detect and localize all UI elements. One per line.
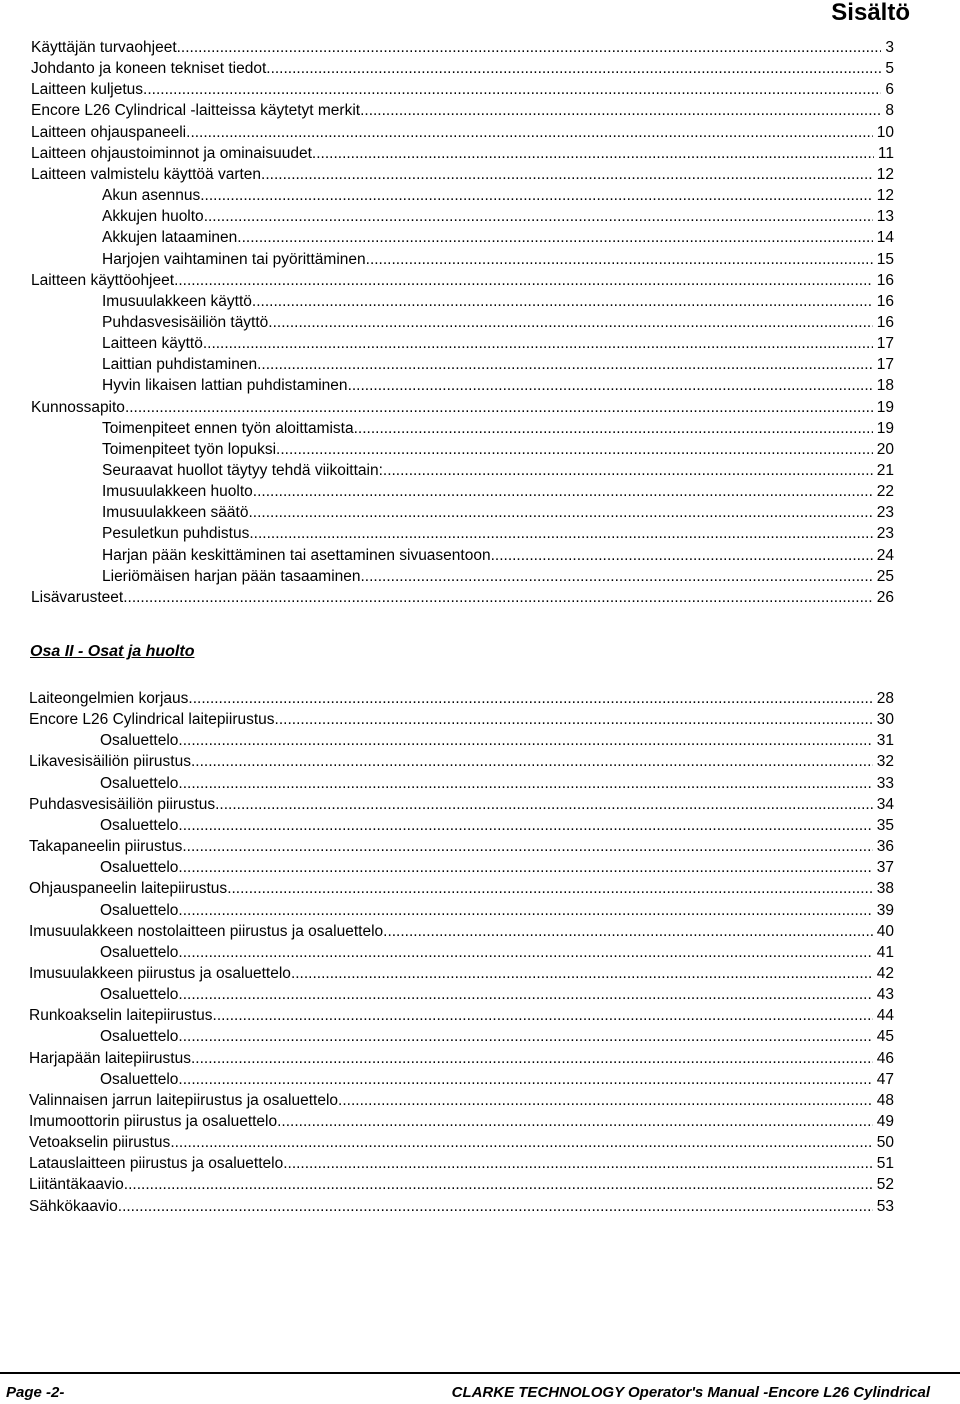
toc-entry-page: 28 — [876, 690, 894, 707]
toc-entry-title: Sähkökaavio — [29, 1197, 118, 1215]
toc-leader-dots — [178, 944, 872, 962]
toc-entry-page: 36 — [876, 838, 894, 856]
toc-entry-title: Osaluettelo — [100, 901, 179, 919]
toc-entry-title: Osaluettelo — [100, 859, 179, 877]
toc-entry-page: 38 — [876, 880, 894, 898]
toc-entry[interactable] — [31, 162, 894, 184]
toc-leader-dots — [354, 420, 873, 438]
toc-entry[interactable] — [100, 898, 894, 920]
toc-entry-page: 53 — [876, 1197, 894, 1215]
toc-entry-title: Imumoottorin piirustus ja osaluettelo — [29, 1113, 278, 1130]
toc-entry-page: 43 — [876, 986, 894, 1004]
toc-leader-dots — [360, 102, 881, 120]
toc-entry-title: Encore L26 Cylindrical laitepiirustus — [29, 711, 275, 729]
toc-entry[interactable] — [29, 707, 894, 729]
toc-entry-title: Laitteen käyttöohjeet — [31, 271, 175, 289]
footer-page-number: Page -2- — [6, 1384, 65, 1401]
toc-entry-title: Laitteen ohjaustoiminnot ja ominaisuudet — [31, 144, 312, 162]
toc-entry[interactable] — [29, 686, 894, 708]
toc-entry-page: 48 — [876, 1091, 894, 1109]
toc-entry-title: Pesuletkun puhdistus — [102, 525, 250, 543]
toc-entry[interactable] — [100, 1024, 894, 1046]
toc-entry-title: Johdanto ja koneen tekniset tiedot — [31, 60, 267, 78]
toc-leader-dots — [178, 817, 872, 835]
toc-entry-title: Kunnossapito — [31, 398, 125, 416]
toc-entry-title: Akkujen huolto — [102, 208, 204, 226]
toc-leader-dots — [125, 399, 873, 417]
toc-entry-page: 18 — [876, 377, 894, 395]
toc-entry[interactable] — [29, 1046, 894, 1068]
toc-entry[interactable] — [102, 204, 894, 226]
toc-leader-dots — [178, 1071, 872, 1089]
toc-leader-dots — [178, 732, 872, 750]
toc-leader-dots — [338, 1092, 873, 1110]
toc-entry-page: 6 — [885, 81, 894, 99]
footer-divider — [0, 1372, 960, 1374]
toc-leader-dots — [178, 1028, 872, 1046]
toc-leader-dots — [227, 880, 873, 898]
toc-entry[interactable] — [100, 813, 894, 835]
toc-entry[interactable] — [29, 1109, 894, 1131]
toc-entry-title: Laittian puhdistaminen — [102, 356, 258, 374]
toc-entry[interactable] — [29, 1003, 894, 1025]
toc-entry[interactable] — [100, 855, 894, 877]
toc-entry-title: Encore L26 Cylindrical -laitteissa käytetyt merkit — [31, 102, 361, 120]
toc-entry-title: Imusuulakkeen nostolaitteen piirustus ja osaluettelo — [29, 922, 384, 940]
toc-leader-dots — [143, 81, 881, 99]
toc-entry-title: Vetoakselin piirustus — [29, 1134, 171, 1152]
toc-leader-dots — [276, 441, 873, 459]
toc-entry-page: 45 — [876, 1028, 894, 1046]
toc-entry[interactable] — [31, 35, 894, 57]
toc-entry-page: 12 — [876, 165, 894, 183]
toc-entry-page: 12 — [876, 187, 894, 205]
toc-entry-page: 34 — [876, 795, 894, 813]
toc-entry-title: Takapaneelin piirustus — [29, 838, 183, 856]
toc-entry-page: 35 — [876, 816, 894, 834]
toc-entry[interactable] — [102, 310, 894, 332]
toc-entry-page: 10 — [876, 123, 894, 141]
toc-entry[interactable] — [29, 919, 894, 941]
toc-entry-page: 30 — [876, 711, 894, 729]
toc-leader-dots — [191, 753, 873, 771]
toc-entry-title: Osaluettelo — [100, 943, 179, 961]
toc-entry[interactable] — [29, 876, 894, 898]
toc-leader-dots — [257, 356, 873, 374]
toc-entry-page: 47 — [876, 1070, 894, 1088]
toc-entry[interactable] — [31, 395, 894, 417]
toc-entry[interactable] — [102, 183, 894, 205]
toc-entry-title: Hyvin likaisen lattian puhdistaminen — [102, 377, 348, 395]
toc-leader-dots — [118, 1198, 873, 1216]
toc-entry[interactable] — [102, 247, 894, 269]
toc-entry-page: 3 — [885, 39, 894, 56]
toc-entry-page: 15 — [876, 250, 894, 268]
toc-entry[interactable] — [31, 585, 894, 607]
toc-entry[interactable] — [102, 416, 894, 438]
toc-leader-dots — [203, 335, 873, 353]
toc-entry[interactable] — [29, 834, 894, 856]
toc-entry-page: 42 — [876, 964, 894, 982]
toc-entry-page: 19 — [876, 398, 894, 416]
toc-entry[interactable] — [102, 564, 894, 586]
toc-entry-title: Imusuulakkeen käyttö — [102, 292, 252, 310]
toc-entry[interactable] — [31, 120, 894, 142]
toc-entry[interactable] — [100, 982, 894, 1004]
toc-entry-title: Liitäntäkaavio — [29, 1176, 124, 1194]
toc-entry-title: Akkujen lataaminen — [102, 229, 238, 247]
toc-entry-page: 40 — [876, 922, 894, 940]
toc-entry[interactable] — [102, 289, 894, 311]
toc-entry[interactable] — [102, 543, 894, 565]
toc-entry-title: Harjojen vaihtaminen tai pyörittäminen — [102, 250, 366, 268]
toc-entry[interactable] — [29, 961, 894, 983]
toc-entry[interactable] — [102, 500, 894, 522]
toc-entry[interactable] — [100, 940, 894, 962]
toc-leader-dots — [123, 589, 873, 607]
toc-entry[interactable] — [31, 141, 894, 163]
toc-entry-title: Imusuulakkeen piirustus ja osaluettelo — [29, 964, 291, 982]
toc-entry-page: 21 — [876, 462, 894, 479]
toc-leader-dots — [491, 547, 873, 565]
toc-leader-dots — [268, 314, 872, 332]
toc-entry-page: 11 — [877, 144, 894, 162]
toc-entry-title: Laitteen valmistelu käyttöä varten — [31, 165, 262, 183]
toc-entry-title: Osaluettelo — [100, 774, 179, 792]
toc-leader-dots — [383, 462, 873, 480]
toc-leader-dots — [178, 775, 872, 793]
toc-entry-title: Harjapään laitepiirustus — [29, 1049, 191, 1067]
toc-leader-dots — [186, 124, 873, 142]
toc-entry-page: 25 — [876, 567, 894, 585]
toc-entry[interactable] — [102, 373, 894, 395]
toc-entry-title: Likavesisäiliön piirustus — [29, 753, 191, 771]
toc-leader-dots — [178, 859, 872, 877]
toc-leader-dots — [178, 902, 872, 920]
section2-title: Osa II - Osat ja huolto — [30, 643, 195, 660]
toc-leader-dots — [124, 1176, 873, 1194]
toc-leader-dots — [191, 1050, 873, 1068]
toc-entry-title: Laiteongelmien korjaus — [29, 690, 189, 707]
toc-entry-title: Osaluettelo — [100, 1070, 179, 1088]
toc-leader-dots — [248, 504, 872, 522]
toc-entry-page: 46 — [876, 1049, 894, 1067]
toc-entry-title: Puhdasvesisäiliön täyttö — [102, 313, 269, 331]
toc-entry-page: 16 — [876, 292, 894, 310]
toc-entry-page: 37 — [876, 859, 894, 877]
toc-entry-title: Osaluettelo — [100, 816, 179, 834]
toc-leader-dots — [348, 377, 873, 395]
toc-entry-page: 39 — [876, 901, 894, 919]
toc-leader-dots — [275, 711, 873, 729]
toc-leader-dots — [177, 39, 882, 57]
toc-entry[interactable] — [31, 98, 894, 120]
toc-leader-dots — [215, 796, 873, 814]
toc-entry-page: 8 — [885, 102, 894, 120]
toc-leader-dots — [366, 251, 873, 269]
toc-leader-dots — [361, 568, 873, 586]
toc-leader-dots — [252, 293, 873, 311]
toc-entry-page: 16 — [876, 313, 894, 331]
toc-leader-dots — [277, 1113, 873, 1131]
toc-entry-page: 49 — [876, 1113, 894, 1130]
toc-leader-dots — [261, 166, 873, 184]
toc-entry-page: 41 — [876, 943, 894, 961]
toc-entry[interactable] — [100, 1067, 894, 1089]
toc-entry[interactable] — [29, 1130, 894, 1152]
toc-entry[interactable] — [102, 352, 894, 374]
toc-entry-title: Seuraavat huollot täytyy tehdä viikoittain: — [102, 462, 383, 479]
toc-entry[interactable] — [29, 792, 894, 814]
toc-entry-page: 32 — [876, 753, 894, 771]
toc-leader-dots — [178, 986, 872, 1004]
toc-entry[interactable] — [102, 458, 894, 480]
toc-leader-dots — [312, 145, 874, 163]
toc-entry-title: Osaluettelo — [100, 986, 179, 1004]
toc-leader-dots — [253, 483, 873, 501]
toc-entry-page: 13 — [876, 208, 894, 226]
toc-entry-page: 17 — [876, 335, 894, 353]
toc-entry[interactable] — [31, 56, 894, 78]
toc-entry-title: Osaluettelo — [100, 1028, 179, 1046]
toc-leader-dots — [383, 923, 873, 941]
toc-entry-title: Osaluettelo — [100, 732, 179, 750]
toc-leader-dots — [283, 1155, 873, 1173]
toc-entry-title: Laitteen ohjauspaneeli — [31, 123, 187, 141]
toc-entry[interactable] — [29, 749, 894, 771]
toc-leader-dots — [249, 525, 872, 543]
toc-leader-dots — [237, 229, 872, 247]
toc-leader-dots — [204, 208, 873, 226]
toc-leader-dots — [213, 1007, 873, 1025]
toc-entry-page: 33 — [876, 774, 894, 792]
toc-entry[interactable] — [31, 77, 894, 99]
toc-entry-page: 52 — [876, 1176, 894, 1194]
toc-entry-page: 23 — [876, 504, 894, 522]
toc-entry[interactable] — [102, 437, 894, 459]
toc-entry-page: 24 — [876, 546, 894, 564]
toc-entry-page: 31 — [876, 732, 894, 750]
toc-entry[interactable] — [29, 1151, 894, 1173]
toc-entry[interactable] — [102, 479, 894, 501]
toc-entry-title: Lieriömäisen harjan pään tasaaminen — [102, 567, 361, 585]
toc-entry-title: Latauslaitteen piirustus ja osaluettelo — [29, 1155, 284, 1173]
toc-leader-dots — [291, 965, 873, 983]
toc-leader-dots — [182, 838, 872, 856]
page-title: Sisältö — [831, 0, 910, 26]
toc-entry-title: Toimenpiteet ennen työn aloittamista — [102, 419, 354, 437]
toc-entry-page: 19 — [876, 419, 894, 437]
toc-entry-page: 17 — [876, 356, 894, 374]
toc-entry-title: Akun asennus — [102, 187, 201, 205]
toc-entry-title: Runkoakselin laitepiirustus — [29, 1007, 213, 1025]
toc-entry-title: Laitteen käyttö — [102, 335, 203, 353]
toc-entry-title: Toimenpiteet työn lopuksi — [102, 440, 277, 458]
toc-entry-page: 23 — [876, 525, 894, 543]
toc-entry-page: 44 — [876, 1007, 894, 1025]
toc-entry-title: Ohjauspaneelin laitepiirustus — [29, 880, 228, 898]
toc-entry[interactable] — [102, 331, 894, 353]
toc-entry-page: 20 — [876, 440, 894, 458]
toc-entry-page: 14 — [876, 229, 894, 247]
toc-leader-dots — [200, 187, 873, 205]
toc-entry-title: Puhdasvesisäiliön piirustus — [29, 795, 216, 813]
toc-entry-title: Käyttäjän turvaohjeet — [31, 39, 177, 56]
toc-entry-page: 50 — [876, 1134, 894, 1152]
toc-entry-title: Imusuulakkeen huolto — [102, 483, 253, 501]
toc-entry-title: Valinnaisen jarrun laitepiirustus ja osaluettelo — [29, 1091, 339, 1109]
toc-entry[interactable] — [29, 1172, 894, 1194]
toc-leader-dots — [170, 1134, 872, 1152]
toc-entry-page: 5 — [885, 60, 894, 78]
toc-leader-dots — [188, 690, 872, 708]
toc-entry[interactable] — [102, 521, 894, 543]
toc-entry-page: 51 — [876, 1155, 894, 1173]
toc-entry[interactable] — [100, 728, 894, 750]
toc-entry[interactable] — [29, 1194, 894, 1216]
toc-entry[interactable] — [31, 268, 894, 290]
toc-entry[interactable] — [100, 771, 894, 793]
toc-leader-dots — [266, 60, 881, 78]
toc-entry-page: 22 — [876, 483, 894, 501]
toc-entry-title: Imusuulakkeen säätö — [102, 504, 249, 522]
footer-manual-title: CLARKE TECHNOLOGY Operator's Manual -Encore L26 Cylindrical — [451, 1384, 930, 1401]
toc-leader-dots — [174, 272, 873, 290]
toc-entry[interactable] — [29, 1088, 894, 1110]
toc-entry-title: Laitteen kuljetus — [31, 81, 144, 99]
toc-entry-page: 26 — [876, 588, 894, 606]
toc-entry-title: Lisävarusteet — [31, 588, 124, 606]
toc-entry-page: 16 — [876, 271, 894, 289]
toc-entry-title: Harjan pään keskittäminen tai asettaminen sivuasentoon — [102, 546, 491, 564]
toc-entry[interactable] — [102, 225, 894, 247]
